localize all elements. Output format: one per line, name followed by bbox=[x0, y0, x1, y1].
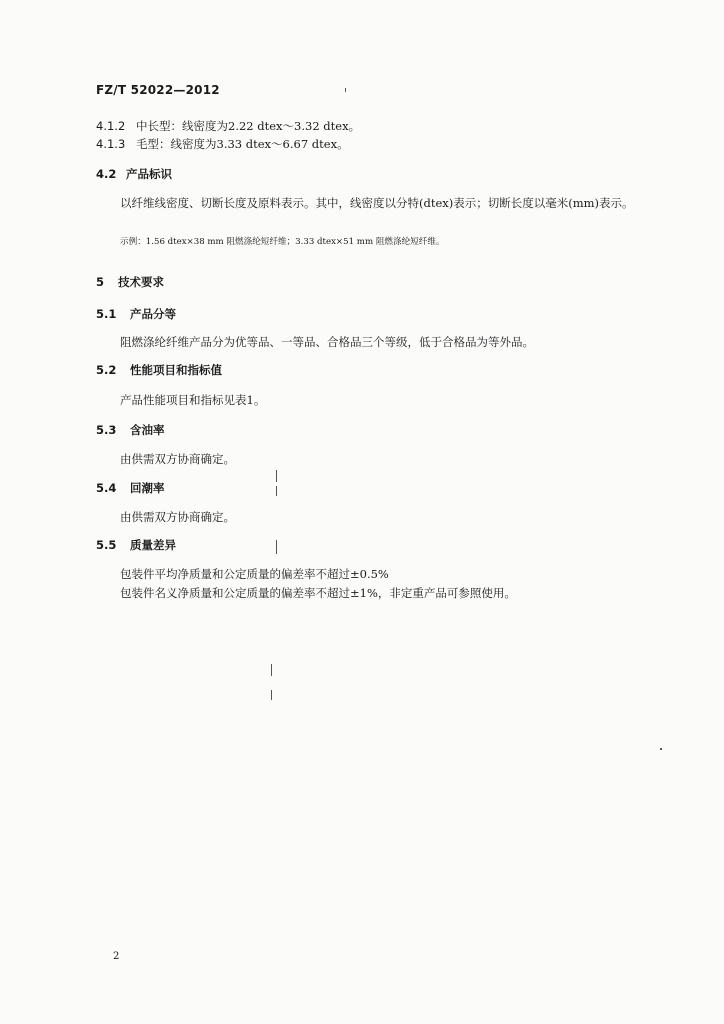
clause-number: 4.1.3 bbox=[96, 137, 126, 151]
section-number: 4.2 bbox=[96, 167, 117, 181]
clause-number: 4.1.2 bbox=[96, 119, 126, 133]
section-4-2-paragraph: 以纤维线密度、切断长度及原料表示。其中，线密度以分特(dtex)表示；切断长度以毫米(mm)表示。 bbox=[120, 196, 634, 210]
section-5-2-paragraph: 产品性能项目和指标见表1。 bbox=[120, 393, 266, 407]
section-number: 5.5 bbox=[96, 538, 117, 552]
clause-4-1-3 bbox=[96, 137, 349, 152]
scan-speck bbox=[660, 748, 662, 750]
section-5-3-paragraph: 由供需双方协商确定。 bbox=[120, 452, 235, 466]
section-number: 5.4 bbox=[96, 481, 117, 495]
scan-speck bbox=[276, 486, 277, 496]
standard-code-header: FZ/T 52022—2012 bbox=[96, 83, 220, 97]
chapter-title: 技术要求 bbox=[118, 275, 164, 289]
section-4-2-heading bbox=[96, 167, 172, 182]
section-5-5-heading bbox=[96, 538, 176, 553]
clause-text: 中长型：线密度为2.22 dtex～3.32 dtex。 bbox=[136, 119, 361, 133]
clause-4-1-2 bbox=[96, 119, 360, 134]
section-number: 5.2 bbox=[96, 363, 117, 377]
section-number: 5.3 bbox=[96, 423, 117, 437]
chapter-5-heading bbox=[96, 275, 164, 290]
section-title: 性能项目和指标值 bbox=[130, 363, 222, 377]
scan-speck bbox=[271, 664, 272, 676]
scan-speck bbox=[276, 470, 277, 482]
section-5-1-paragraph: 阻燃涤纶纤维产品分为优等品、一等品、合格品三个等级，低于合格品为等外品。 bbox=[120, 335, 534, 349]
section-title: 回潮率 bbox=[130, 481, 165, 495]
section-5-1-heading bbox=[96, 307, 176, 322]
chapter-number: 5 bbox=[96, 275, 105, 289]
section-5-5-paragraph-2: 包装件名义净质量和公定质量的偏差率不超过±1%，非定重产品可参照使用。 bbox=[120, 586, 516, 600]
section-5-4-paragraph: 由供需双方协商确定。 bbox=[120, 510, 235, 524]
section-title: 产品标识 bbox=[126, 167, 172, 181]
section-5-2-heading bbox=[96, 363, 222, 378]
clause-text: 毛型：线密度为3.33 dtex～6.67 dtex。 bbox=[136, 137, 349, 151]
scan-speck bbox=[271, 690, 272, 700]
page-number: 2 bbox=[113, 951, 120, 962]
scan-speck bbox=[276, 540, 277, 554]
section-title: 质量差异 bbox=[130, 538, 176, 552]
section-title: 产品分等 bbox=[130, 307, 176, 321]
section-5-3-heading bbox=[96, 423, 165, 438]
section-5-4-heading bbox=[96, 481, 165, 496]
scan-speck bbox=[345, 88, 346, 92]
section-title: 含油率 bbox=[130, 423, 165, 437]
section-4-2-example: 示例：1.56 dtex×38 mm 阻燃涤纶短纤维；3.33 dtex×51 mm 阻燃涤纶短纤维。 bbox=[120, 237, 445, 247]
section-5-5-paragraph-1: 包装件平均净质量和公定质量的偏差率不超过±0.5% bbox=[120, 567, 389, 581]
section-number: 5.1 bbox=[96, 307, 117, 321]
